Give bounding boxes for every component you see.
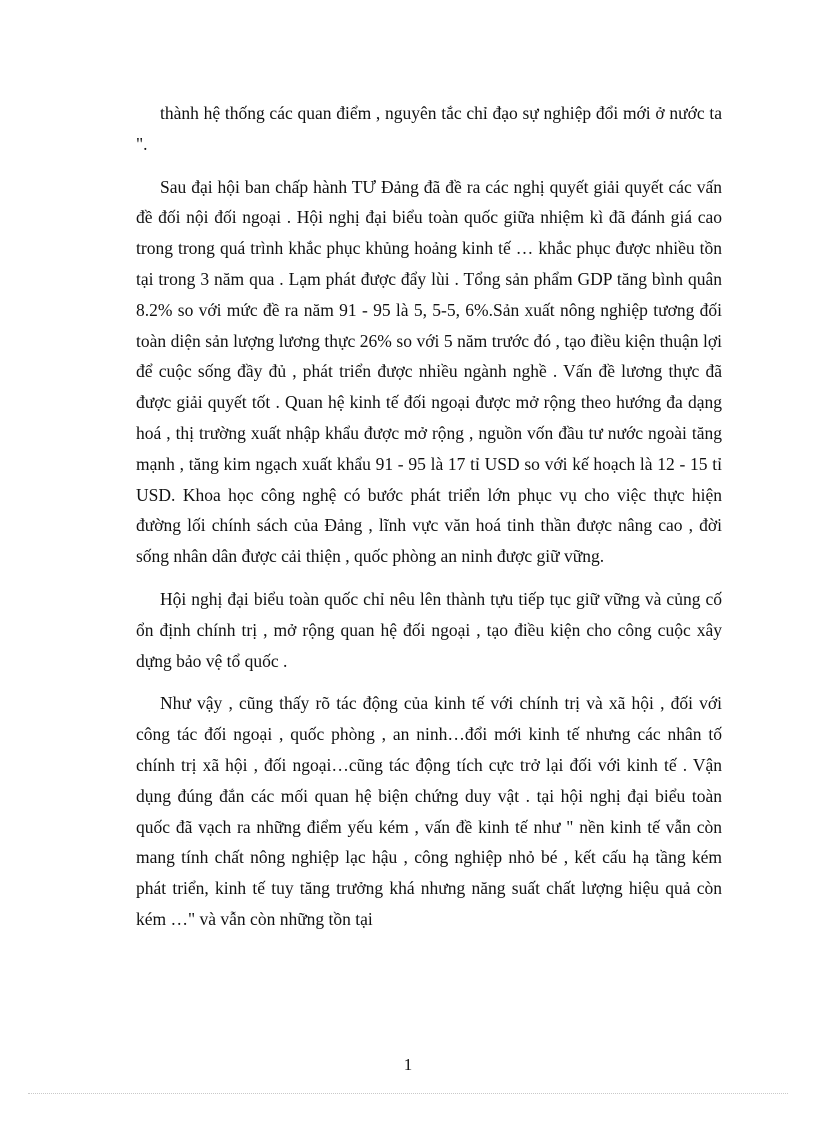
footer-divider bbox=[28, 1093, 788, 1094]
page-number: 1 bbox=[403, 1055, 413, 1074]
paragraph-achievements: Sau đại hội ban chấp hành TƯ Đảng đã đề ra các nghị quyết giải quyết các vấn đề đối nội đối ngoại . Hội nghị đại biểu toàn quốc giữa nhiệm kì đã đánh giá cao trong trong quá trình khắc phục khủng hoảng kinh tế … khắc phục được nhiều tồn tại trong 3 năm qua . Lạm phát được đẩy lùi . Tổng sản phẩm GDP tăng bình quân 8.2% so với mức đề ra năm 91 - 95 là 5, 5-5, 6%.Sản xuất nông nghiệp tương đối toàn diện sản lượng lương thực 26% so với 5 năm trước đó , tạo điều kiện thuận lợi để cuộc sống đầy đủ , phát triển được nhiều ngành nghề . Vấn đề lương thực đã được giải quyết tốt . Quan hệ kinh tế đối ngoại được mở rộng theo hướng đa dạng hoá , thị trường xuất nhập khẩu được mở rộng , nguồn vốn đầu tư nước ngoài tăng mạnh , tăng kim ngạch xuất khẩu 91 - 95 là 17 tỉ USD so với kế hoạch là 12 - 15 tỉ USD. Khoa học công nghệ có bước phát triển lớn phục vụ cho việc thực hiện đường lối chính sách của Đảng , lĩnh vực văn hoá tinh thần được nâng cao , đời sống nhân dân được cải thiện , quốc phòng an ninh được giữ vững. bbox=[136, 176, 722, 567]
paragraph-continuation: thành hệ thống các quan điểm , nguyên tắc chỉ đạo sự nghiệp đổi mới ở nước ta ". bbox=[136, 103, 722, 154]
paragraph-conference: Hội nghị đại biểu toàn quốc chỉ nêu lên thành tựu tiếp tục giữ vững và củng cố ổn định chính trị , mở rộng quan hệ đối ngoại , tạo điều kiện cho công cuộc xây dựng bảo vệ tổ quốc . bbox=[136, 588, 722, 671]
body-text bbox=[136, 98, 722, 947]
paragraph-impact: Như vậy , cũng thấy rõ tác động của kinh tế với chính trị và xã hội , đối với công tác đối ngoại , quốc phòng , an ninh…đổi mới kinh tế nhưng các nhân tố chính trị xã hội , đối ngoại…cũng tác động tích cực trở lại đối với kinh tế . Vận dụng đúng đắn các mối quan hệ biện chứng duy vật . tại hội nghị đại biểu toàn quốc đã vạch ra những điểm yếu kém , vấn đề kinh tế như " nền kinh tế vẫn còn mang tính chất nông nghiệp lạc hậu , công nghiệp nhỏ bé , kết cấu hạ tầng kém phát triển, kinh tế tuy tăng trưởng khá nhưng năng suất chất lượng hiệu quả còn kém …" và vẫn còn những tồn tại bbox=[136, 693, 722, 929]
